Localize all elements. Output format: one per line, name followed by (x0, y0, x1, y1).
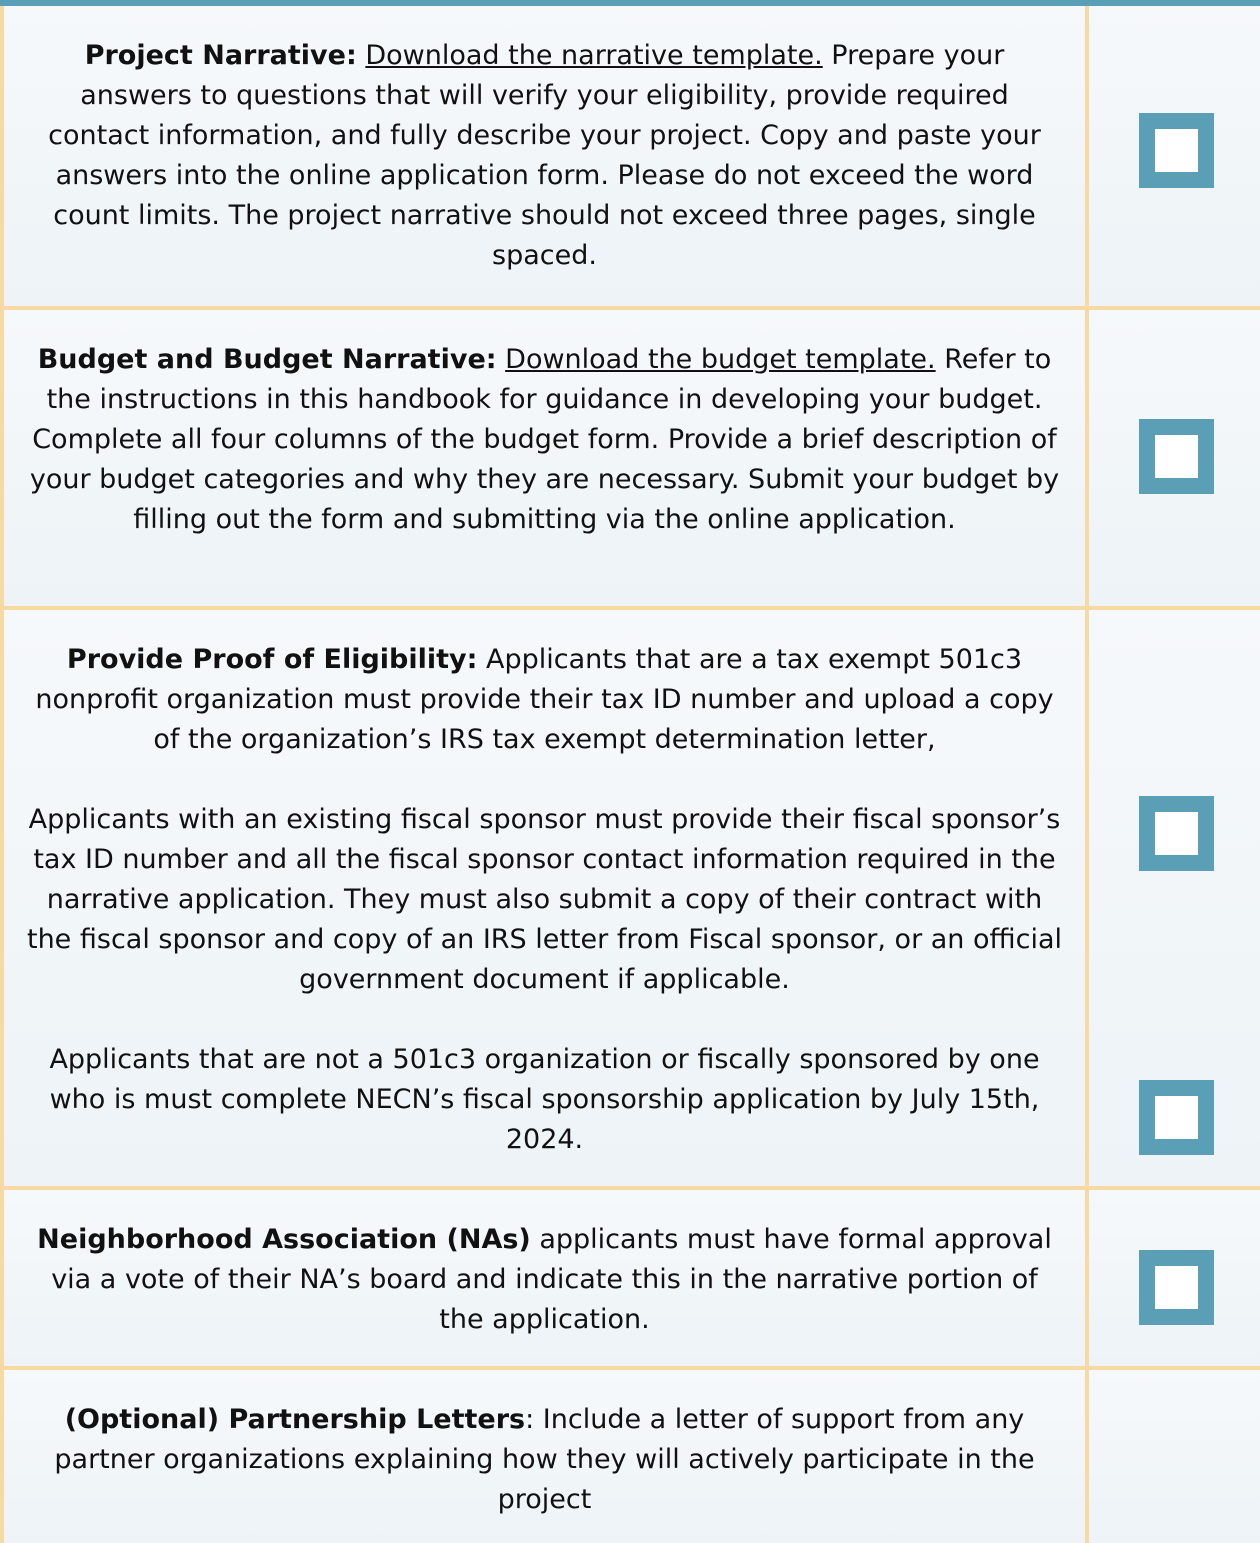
application-checklist-table (0, 6, 1260, 1543)
item-description: : Include a letter of support from any partner organizations explaining how they will actively participate in the project (54, 1404, 1035, 1515)
checkbox-cell (1089, 310, 1260, 606)
checkbox-cell (1089, 610, 1260, 1186)
checklist-paragraph (26, 36, 1063, 276)
checklist-paragraph (26, 1400, 1063, 1520)
checklist-item-text (0, 6, 1089, 306)
item-description: Applicants that are not a 501c3 organization or fiscally sponsored by one who is must complete NECN’s fiscal sponsorship application by July 15th, 2024. (49, 1044, 1040, 1155)
item-description: applicants must have formal approval via a vote of their NA’s board and indicate this in the narrative portion of the application. (51, 1224, 1052, 1335)
checklist-row-neighborhood-association (0, 1186, 1260, 1366)
checkbox-cell (1089, 1190, 1260, 1366)
item-description: Refer to the instructions in this handbook for guidance in developing your budget. Complete all four columns of the budget form. Provide a brief description of your budget categories and why they are necessary. Submit your budget by filling out the form and submitting via the online application. (29, 344, 1060, 535)
checklist-item-text (0, 610, 1089, 1186)
checklist-row-partnership-letters (0, 1366, 1260, 1543)
narrative-template-link[interactable]: Download the narrative template. (365, 40, 823, 71)
checklist-paragraph (26, 800, 1063, 1000)
checklist-row-budget (0, 306, 1260, 606)
item-title: Provide Proof of Eligibility: (66, 644, 478, 675)
item-title: Neighborhood Association (NAs) (37, 1224, 531, 1255)
checklist-row-eligibility (0, 606, 1260, 1186)
checkbox-empty-icon[interactable] (1139, 419, 1214, 494)
item-title: Project Narrative: (84, 40, 357, 71)
checklist-item-text (0, 1190, 1089, 1366)
checklist-paragraph (26, 1040, 1063, 1160)
checkbox-empty-icon[interactable] (1139, 1080, 1214, 1155)
checklist-item-text (0, 1370, 1089, 1543)
budget-template-link[interactable]: Download the budget template. (505, 344, 936, 375)
item-description: Prepare your answers to questions that will verify your eligibility, provide required contact information, and fully describe your project. Copy and paste your answers into the online application form. Please do not exceed the word count limits. The project narrative should not exceed three pages, single spaced. (48, 40, 1041, 271)
checklist-paragraph (26, 340, 1063, 540)
checklist-paragraph (26, 640, 1063, 760)
checkbox-empty-icon[interactable] (1139, 113, 1214, 188)
checkbox-cell (1089, 1370, 1260, 1543)
checklist-paragraph (26, 1220, 1063, 1340)
checklist-item-text (0, 310, 1089, 606)
item-description: Applicants with an existing fiscal sponsor must provide their fiscal sponsor’s tax ID number and all the fiscal sponsor contact information required in the narrative application. They must also submit a copy of their contract with the fiscal sponsor and copy of an IRS letter from Fiscal sponsor, or an official government document if applicable. (26, 804, 1063, 995)
item-description: Applicants that are a tax exempt 501c3 nonprofit organization must provide their tax ID number and upload a copy of the organization’s IRS tax exempt determination letter, (35, 644, 1054, 755)
checkbox-empty-icon[interactable] (1139, 1250, 1214, 1325)
checkbox-cell (1089, 6, 1260, 306)
checklist-row-project-narrative (0, 6, 1260, 306)
item-title: Budget and Budget Narrative: (37, 344, 497, 375)
checkbox-empty-icon[interactable] (1139, 796, 1214, 871)
item-title: (Optional) Partnership Letters (64, 1404, 526, 1435)
